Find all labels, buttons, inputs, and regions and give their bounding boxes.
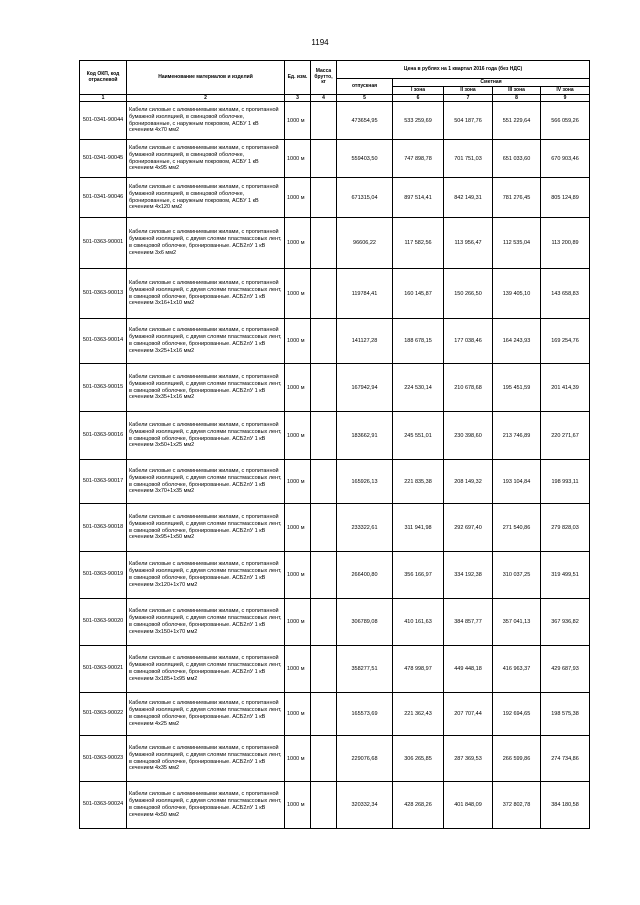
table-row [80, 319, 590, 364]
cell-unit: 1000 м [285, 269, 311, 319]
header-release-price: отпускная [337, 79, 393, 95]
cell-zone-3-price: 195 451,59 [493, 364, 541, 412]
cell-name: Кабели силовые с алюминиевыми жилами, с пропитанной бумажной изоляцией, в свинцовой оболочке, бронированные, с наружным покровом, АСБУ 1 кВ сечением 4х120 мм2 [127, 178, 285, 218]
cell-zone-2-price: 334 192,38 [444, 552, 493, 599]
cell-zone-1-price: 897 514,41 [393, 178, 444, 218]
table-row [80, 693, 590, 736]
price-table [79, 60, 590, 829]
cell-zone-2-price: 230 398,60 [444, 412, 493, 460]
cell-mass [311, 646, 337, 693]
cell-zone-3-price: 551 229,64 [493, 102, 541, 140]
cell-code: 501-0341-90044 [80, 102, 127, 140]
cell-unit: 1000 м [285, 552, 311, 599]
header-code: Код ОКП, код отраслевой [80, 61, 127, 95]
cell-release-price: 559403,50 [337, 140, 393, 178]
cell-zone-1-price: 117 582,56 [393, 218, 444, 269]
cell-zone-4-price: 805 124,89 [541, 178, 590, 218]
table-row [80, 599, 590, 646]
cell-zone-4-price: 279 828,03 [541, 504, 590, 552]
cell-mass [311, 736, 337, 782]
cell-code: 501-0363-90015 [80, 364, 127, 412]
cell-zone-2-price: 449 448,18 [444, 646, 493, 693]
cell-zone-4-price: 670 903,46 [541, 140, 590, 178]
cell-unit: 1000 м [285, 782, 311, 829]
cell-zone-3-price: 781 276,45 [493, 178, 541, 218]
cell-zone-1-price: 221 835,38 [393, 460, 444, 504]
column-number: 5 [337, 95, 393, 102]
cell-mass [311, 599, 337, 646]
cell-name: Кабели силовые с алюминиевыми жилами, с пропитанной бумажной изоляцией, с двумя слоями пластмассовых лент, в свинцовой оболочке, бронированные. АСБ2лУ 1 кВ сечением 3х50+1х25 мм2 [127, 412, 285, 460]
cell-name: Кабели силовые с алюминиевыми жилами, с пропитанной бумажной изоляцией, с двумя слоями пластмассовых лент, в свинцовой оболочке, бронированные. АСБ2лУ 1 кВ сечением 3х25+1х16 мм2 [127, 319, 285, 364]
cell-zone-4-price: 198 993,11 [541, 460, 590, 504]
cell-zone-2-price: 701 751,03 [444, 140, 493, 178]
cell-zone-3-price: 164 243,93 [493, 319, 541, 364]
cell-name: Кабели силовые с алюминиевыми жилами, с пропитанной бумажной изоляцией, с двумя слоями пластмассовых лент, в свинцовой оболочке, бронированные. АСБ2лУ 1 кВ сечением 3х16+1х10 мм2 [127, 269, 285, 319]
cell-zone-4-price: 169 254,76 [541, 319, 590, 364]
cell-name: Кабели силовые с алюминиевыми жилами, с пропитанной бумажной изоляцией, с двумя слоями пластмассовых лент, в свинцовой оболочке, бронированные. АСБ2лУ 1 кВ сечением 3х120+1х70 мм2 [127, 552, 285, 599]
table-row [80, 269, 590, 319]
cell-mass [311, 460, 337, 504]
header-name: Наименование материалов и изделий [127, 61, 285, 95]
cell-zone-2-price: 292 697,40 [444, 504, 493, 552]
page-number: 1194 [311, 38, 329, 47]
table-row [80, 140, 590, 178]
cell-zone-2-price: 287 369,53 [444, 736, 493, 782]
cell-mass [311, 693, 337, 736]
cell-zone-3-price: 357 041,13 [493, 599, 541, 646]
cell-release-price: 229076,68 [337, 736, 393, 782]
cell-code: 501-0363-90020 [80, 599, 127, 646]
cell-unit: 1000 м [285, 102, 311, 140]
header-mass: Масса брутто, кг [311, 61, 337, 95]
cell-zone-4-price: 566 059,26 [541, 102, 590, 140]
cell-zone-3-price: 112 535,04 [493, 218, 541, 269]
cell-release-price: 671315,04 [337, 178, 393, 218]
table-row [80, 736, 590, 782]
cell-mass [311, 269, 337, 319]
cell-name: Кабели силовые с алюминиевыми жилами, с пропитанной бумажной изоляцией, с двумя слоями пластмассовых лент, в свинцовой оболочке, бронированные. АСБ2лУ 1 кВ сечением 3х6 мм2 [127, 218, 285, 269]
header-estimated-price: Сметная [393, 79, 590, 87]
cell-zone-4-price: 384 180,58 [541, 782, 590, 829]
cell-zone-3-price: 416 963,37 [493, 646, 541, 693]
cell-unit: 1000 м [285, 218, 311, 269]
table-row [80, 412, 590, 460]
cell-zone-1-price: 428 268,26 [393, 782, 444, 829]
cell-name: Кабели силовые с алюминиевыми жилами, с пропитанной бумажной изоляцией, с двумя слоями пластмассовых лент, в свинцовой оболочке, бронированные. АСБ2лУ 1 кВ сечением 3х185+1х95 мм2 [127, 646, 285, 693]
cell-release-price: 165926,13 [337, 460, 393, 504]
cell-code: 501-0363-90018 [80, 504, 127, 552]
cell-name: Кабели силовые с алюминиевыми жилами, с пропитанной бумажной изоляцией, с двумя слоями пластмассовых лент, в свинцовой оболочке, бронированные. АСБ2лУ 1 кВ сечением 4х50 мм2 [127, 782, 285, 829]
cell-unit: 1000 м [285, 599, 311, 646]
cell-zone-3-price: 271 540,86 [493, 504, 541, 552]
cell-name: Кабели силовые с алюминиевыми жилами, с пропитанной бумажной изоляцией, в свинцовой оболочке, бронированные, с наружным покровом, АСБУ 1 кВ сечением 4х95 мм2 [127, 140, 285, 178]
cell-zone-3-price: 310 037,25 [493, 552, 541, 599]
cell-name: Кабели силовые с алюминиевыми жилами, с пропитанной бумажной изоляцией, с двумя слоями пластмассовых лент, в свинцовой оболочке, бронированные. АСБ2лУ 1 кВ сечением 3х35+1х16 мм2 [127, 364, 285, 412]
cell-mass [311, 102, 337, 140]
cell-release-price: 306789,08 [337, 599, 393, 646]
cell-code: 501-0341-90045 [80, 140, 127, 178]
cell-zone-2-price: 504 187,76 [444, 102, 493, 140]
cell-zone-1-price: 306 265,85 [393, 736, 444, 782]
cell-mass [311, 218, 337, 269]
cell-release-price: 233322,61 [337, 504, 393, 552]
cell-unit: 1000 м [285, 364, 311, 412]
cell-zone-2-price: 210 678,68 [444, 364, 493, 412]
cell-mass [311, 364, 337, 412]
cell-zone-3-price: 372 802,78 [493, 782, 541, 829]
cell-zone-2-price: 177 038,46 [444, 319, 493, 364]
column-number: 2 [127, 95, 285, 102]
column-number: 1 [80, 95, 127, 102]
cell-name: Кабели силовые с алюминиевыми жилами, с пропитанной бумажной изоляцией, с двумя слоями пластмассовых лент, в свинцовой оболочке, бронированные. АСБ2лУ 1 кВ сечением 4х25 мм2 [127, 693, 285, 736]
cell-zone-4-price: 274 734,86 [541, 736, 590, 782]
table-body [80, 95, 590, 829]
cell-unit: 1000 м [285, 693, 311, 736]
cell-zone-1-price: 478 998,97 [393, 646, 444, 693]
cell-zone-2-price: 208 149,32 [444, 460, 493, 504]
cell-unit: 1000 м [285, 504, 311, 552]
cell-zone-4-price: 113 200,89 [541, 218, 590, 269]
table-row [80, 646, 590, 693]
cell-zone-1-price: 188 678,15 [393, 319, 444, 364]
cell-zone-1-price: 160 145,87 [393, 269, 444, 319]
cell-name: Кабели силовые с алюминиевыми жилами, с пропитанной бумажной изоляцией, с двумя слоями пластмассовых лент, в свинцовой оболочке, бронированные. АСБ2лУ 1 кВ сечением 3х70+1х35 мм2 [127, 460, 285, 504]
column-number: 9 [541, 95, 590, 102]
table-row [80, 364, 590, 412]
table-row [80, 102, 590, 140]
cell-zone-4-price: 367 936,82 [541, 599, 590, 646]
cell-unit: 1000 м [285, 460, 311, 504]
cell-release-price: 119784,41 [337, 269, 393, 319]
cell-name: Кабели силовые с алюминиевыми жилами, с пропитанной бумажной изоляцией, с двумя слоями пластмассовых лент, в свинцовой оболочке, бронированные. АСБ2лУ 1 кВ сечением 4х35 мм2 [127, 736, 285, 782]
cell-zone-3-price: 192 694,65 [493, 693, 541, 736]
cell-zone-1-price: 747 898,78 [393, 140, 444, 178]
cell-mass [311, 782, 337, 829]
cell-mass [311, 178, 337, 218]
cell-code: 501-0341-90046 [80, 178, 127, 218]
cell-unit: 1000 м [285, 178, 311, 218]
cell-zone-1-price: 221 362,43 [393, 693, 444, 736]
cell-code: 501-0363-90016 [80, 412, 127, 460]
cell-code: 501-0363-90021 [80, 646, 127, 693]
cell-zone-1-price: 533 259,69 [393, 102, 444, 140]
column-number: 8 [493, 95, 541, 102]
column-number: 6 [393, 95, 444, 102]
cell-mass [311, 504, 337, 552]
cell-code: 501-0363-90023 [80, 736, 127, 782]
cell-zone-1-price: 224 530,14 [393, 364, 444, 412]
cell-zone-1-price: 356 166,97 [393, 552, 444, 599]
cell-zone-3-price: 213 746,89 [493, 412, 541, 460]
cell-zone-3-price: 139 405,10 [493, 269, 541, 319]
cell-release-price: 167942,94 [337, 364, 393, 412]
table-row [80, 218, 590, 269]
table-row [80, 552, 590, 599]
cell-zone-3-price: 193 104,84 [493, 460, 541, 504]
cell-zone-4-price: 220 271,67 [541, 412, 590, 460]
cell-zone-4-price: 198 575,38 [541, 693, 590, 736]
cell-unit: 1000 м [285, 412, 311, 460]
cell-zone-4-price: 201 414,39 [541, 364, 590, 412]
cell-zone-4-price: 143 658,83 [541, 269, 590, 319]
cell-zone-2-price: 384 857,77 [444, 599, 493, 646]
cell-code: 501-0363-90019 [80, 552, 127, 599]
header-zone-1: I зона [393, 87, 444, 95]
cell-release-price: 320332,34 [337, 782, 393, 829]
cell-mass [311, 319, 337, 364]
table-row [80, 504, 590, 552]
cell-code: 501-0363-90017 [80, 460, 127, 504]
cell-unit: 1000 м [285, 319, 311, 364]
cell-unit: 1000 м [285, 736, 311, 782]
column-number: 7 [444, 95, 493, 102]
cell-zone-4-price: 429 687,93 [541, 646, 590, 693]
cell-unit: 1000 м [285, 646, 311, 693]
cell-zone-2-price: 113 956,47 [444, 218, 493, 269]
cell-code: 501-0363-90022 [80, 693, 127, 736]
cell-name: Кабели силовые с алюминиевыми жилами, с пропитанной бумажной изоляцией, с двумя слоями пластмассовых лент, в свинцовой оболочке, бронированные. АСБ2лУ 1 кВ сечением 3х95+1х50 мм2 [127, 504, 285, 552]
cell-code: 501-0363-90001 [80, 218, 127, 269]
cell-zone-2-price: 207 707,44 [444, 693, 493, 736]
cell-code: 501-0363-90024 [80, 782, 127, 829]
cell-mass [311, 412, 337, 460]
header-price-title: Цена в рублях на 1 квартал 2016 года (без НДС) [337, 61, 590, 79]
cell-zone-3-price: 266 599,86 [493, 736, 541, 782]
cell-zone-3-price: 651 033,60 [493, 140, 541, 178]
cell-code: 501-0363-90013 [80, 269, 127, 319]
cell-release-price: 358277,51 [337, 646, 393, 693]
cell-release-price: 165573,69 [337, 693, 393, 736]
cell-name: Кабели силовые с алюминиевыми жилами, с пропитанной бумажной изоляцией, в свинцовой оболочке, бронированные, с наружным покровом, АСБУ 1 кВ сечением 4х70 мм2 [127, 102, 285, 140]
column-number-row [80, 95, 590, 102]
cell-unit: 1000 м [285, 140, 311, 178]
cell-release-price: 266400,80 [337, 552, 393, 599]
cell-zone-2-price: 401 848,09 [444, 782, 493, 829]
cell-zone-2-price: 150 266,50 [444, 269, 493, 319]
table-row [80, 178, 590, 218]
cell-name: Кабели силовые с алюминиевыми жилами, с пропитанной бумажной изоляцией, с двумя слоями пластмассовых лент, в свинцовой оболочке, бронированные. АСБ2лУ 1 кВ сечением 3х150+1х70 мм2 [127, 599, 285, 646]
cell-zone-1-price: 245 551,01 [393, 412, 444, 460]
cell-release-price: 473654,95 [337, 102, 393, 140]
header-zone-3: III зона [493, 87, 541, 95]
cell-zone-1-price: 410 161,63 [393, 599, 444, 646]
cell-zone-1-price: 311 941,98 [393, 504, 444, 552]
cell-zone-4-price: 319 499,51 [541, 552, 590, 599]
cell-release-price: 183662,91 [337, 412, 393, 460]
header-unit: Ед. изм. [285, 61, 311, 95]
column-number: 4 [311, 95, 337, 102]
cell-mass [311, 552, 337, 599]
header-zone-2: II зона [444, 87, 493, 95]
cell-mass [311, 140, 337, 178]
cell-zone-2-price: 842 149,31 [444, 178, 493, 218]
cell-code: 501-0363-90014 [80, 319, 127, 364]
header-zone-4: IV зона [541, 87, 590, 95]
table-row [80, 782, 590, 829]
cell-release-price: 141127,28 [337, 319, 393, 364]
column-number: 3 [285, 95, 311, 102]
table-row [80, 460, 590, 504]
cell-release-price: 96606,22 [337, 218, 393, 269]
